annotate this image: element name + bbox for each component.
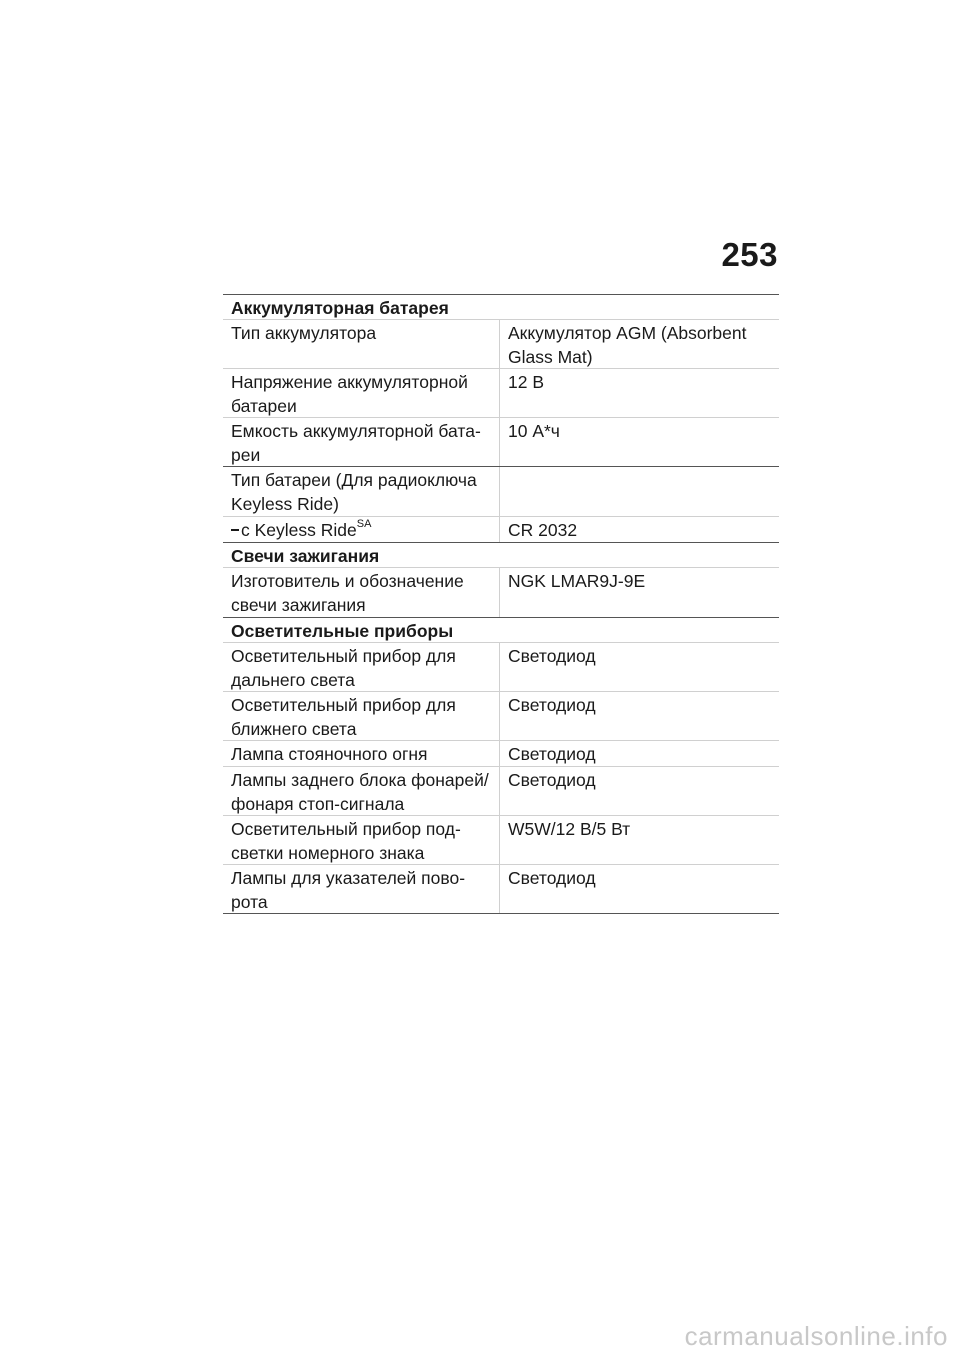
row-label: Тип аккумулятора xyxy=(223,320,500,368)
row-label: Напряжение аккумуляторной батареи xyxy=(223,369,500,417)
sa-superscript: SA xyxy=(356,518,372,530)
table-row xyxy=(223,741,779,767)
row-value: 10 А*ч xyxy=(508,421,560,441)
table-row xyxy=(223,369,779,418)
table-row xyxy=(223,767,779,816)
table-row xyxy=(223,692,779,741)
row-label: Осветительный прибор для дальнего света xyxy=(223,643,500,691)
row-value: Аккумулятор AGM (Absorbent Glass Mat) xyxy=(508,323,747,367)
table-row xyxy=(223,320,779,369)
row-value: Светодиод xyxy=(508,744,596,764)
row-label: Осветительный прибор для ближнего света xyxy=(223,692,500,740)
table-row xyxy=(223,816,779,865)
row-label: Лампы заднего блока фонарей/фонаря стоп-сигнала xyxy=(223,767,500,815)
spec-table xyxy=(223,294,779,914)
row-value: Светодиод xyxy=(508,770,596,790)
row-value: Светодиод xyxy=(508,646,596,666)
row-value xyxy=(500,467,779,516)
section-title-spark-plugs: Свечи зажигания xyxy=(223,543,779,568)
table-row xyxy=(223,568,779,618)
row-label: Изготовитель и обозначение свечи зажигания xyxy=(223,568,500,617)
page-number: 253 xyxy=(721,236,778,273)
row-value: Светодиод xyxy=(508,868,596,888)
row-label: Тип батареи (Для радиоключа Keyless Ride) xyxy=(223,467,500,516)
table-row xyxy=(223,643,779,692)
row-label: Осветительный прибор под-светки номерного знака xyxy=(223,816,500,864)
row-value: W5W/12 В/5 Вт xyxy=(508,819,631,839)
table-row xyxy=(223,418,779,467)
table-row xyxy=(223,467,779,517)
watermark: carmanualsonline.info xyxy=(684,1321,948,1351)
section-title-battery: Аккумуляторная батарея xyxy=(223,295,779,320)
table-row xyxy=(223,517,779,543)
row-label: Емкость аккумуляторной бата-реи xyxy=(223,418,500,466)
row-value: CR 2032 xyxy=(508,520,578,540)
row-value: NGK LMAR9J-9E xyxy=(508,571,646,591)
row-value: 12 В xyxy=(508,372,544,392)
row-label-text: с Keyless Ride xyxy=(241,520,357,540)
section-title-lighting: Осветительные приборы xyxy=(223,618,779,643)
table-row xyxy=(223,865,779,914)
row-label: Лампа стояночного огня xyxy=(223,741,500,766)
row-label xyxy=(223,517,500,542)
row-label: Лампы для указателей пово-рота xyxy=(223,865,500,913)
row-value: Светодиод xyxy=(508,695,596,715)
dash-icon xyxy=(231,529,239,531)
